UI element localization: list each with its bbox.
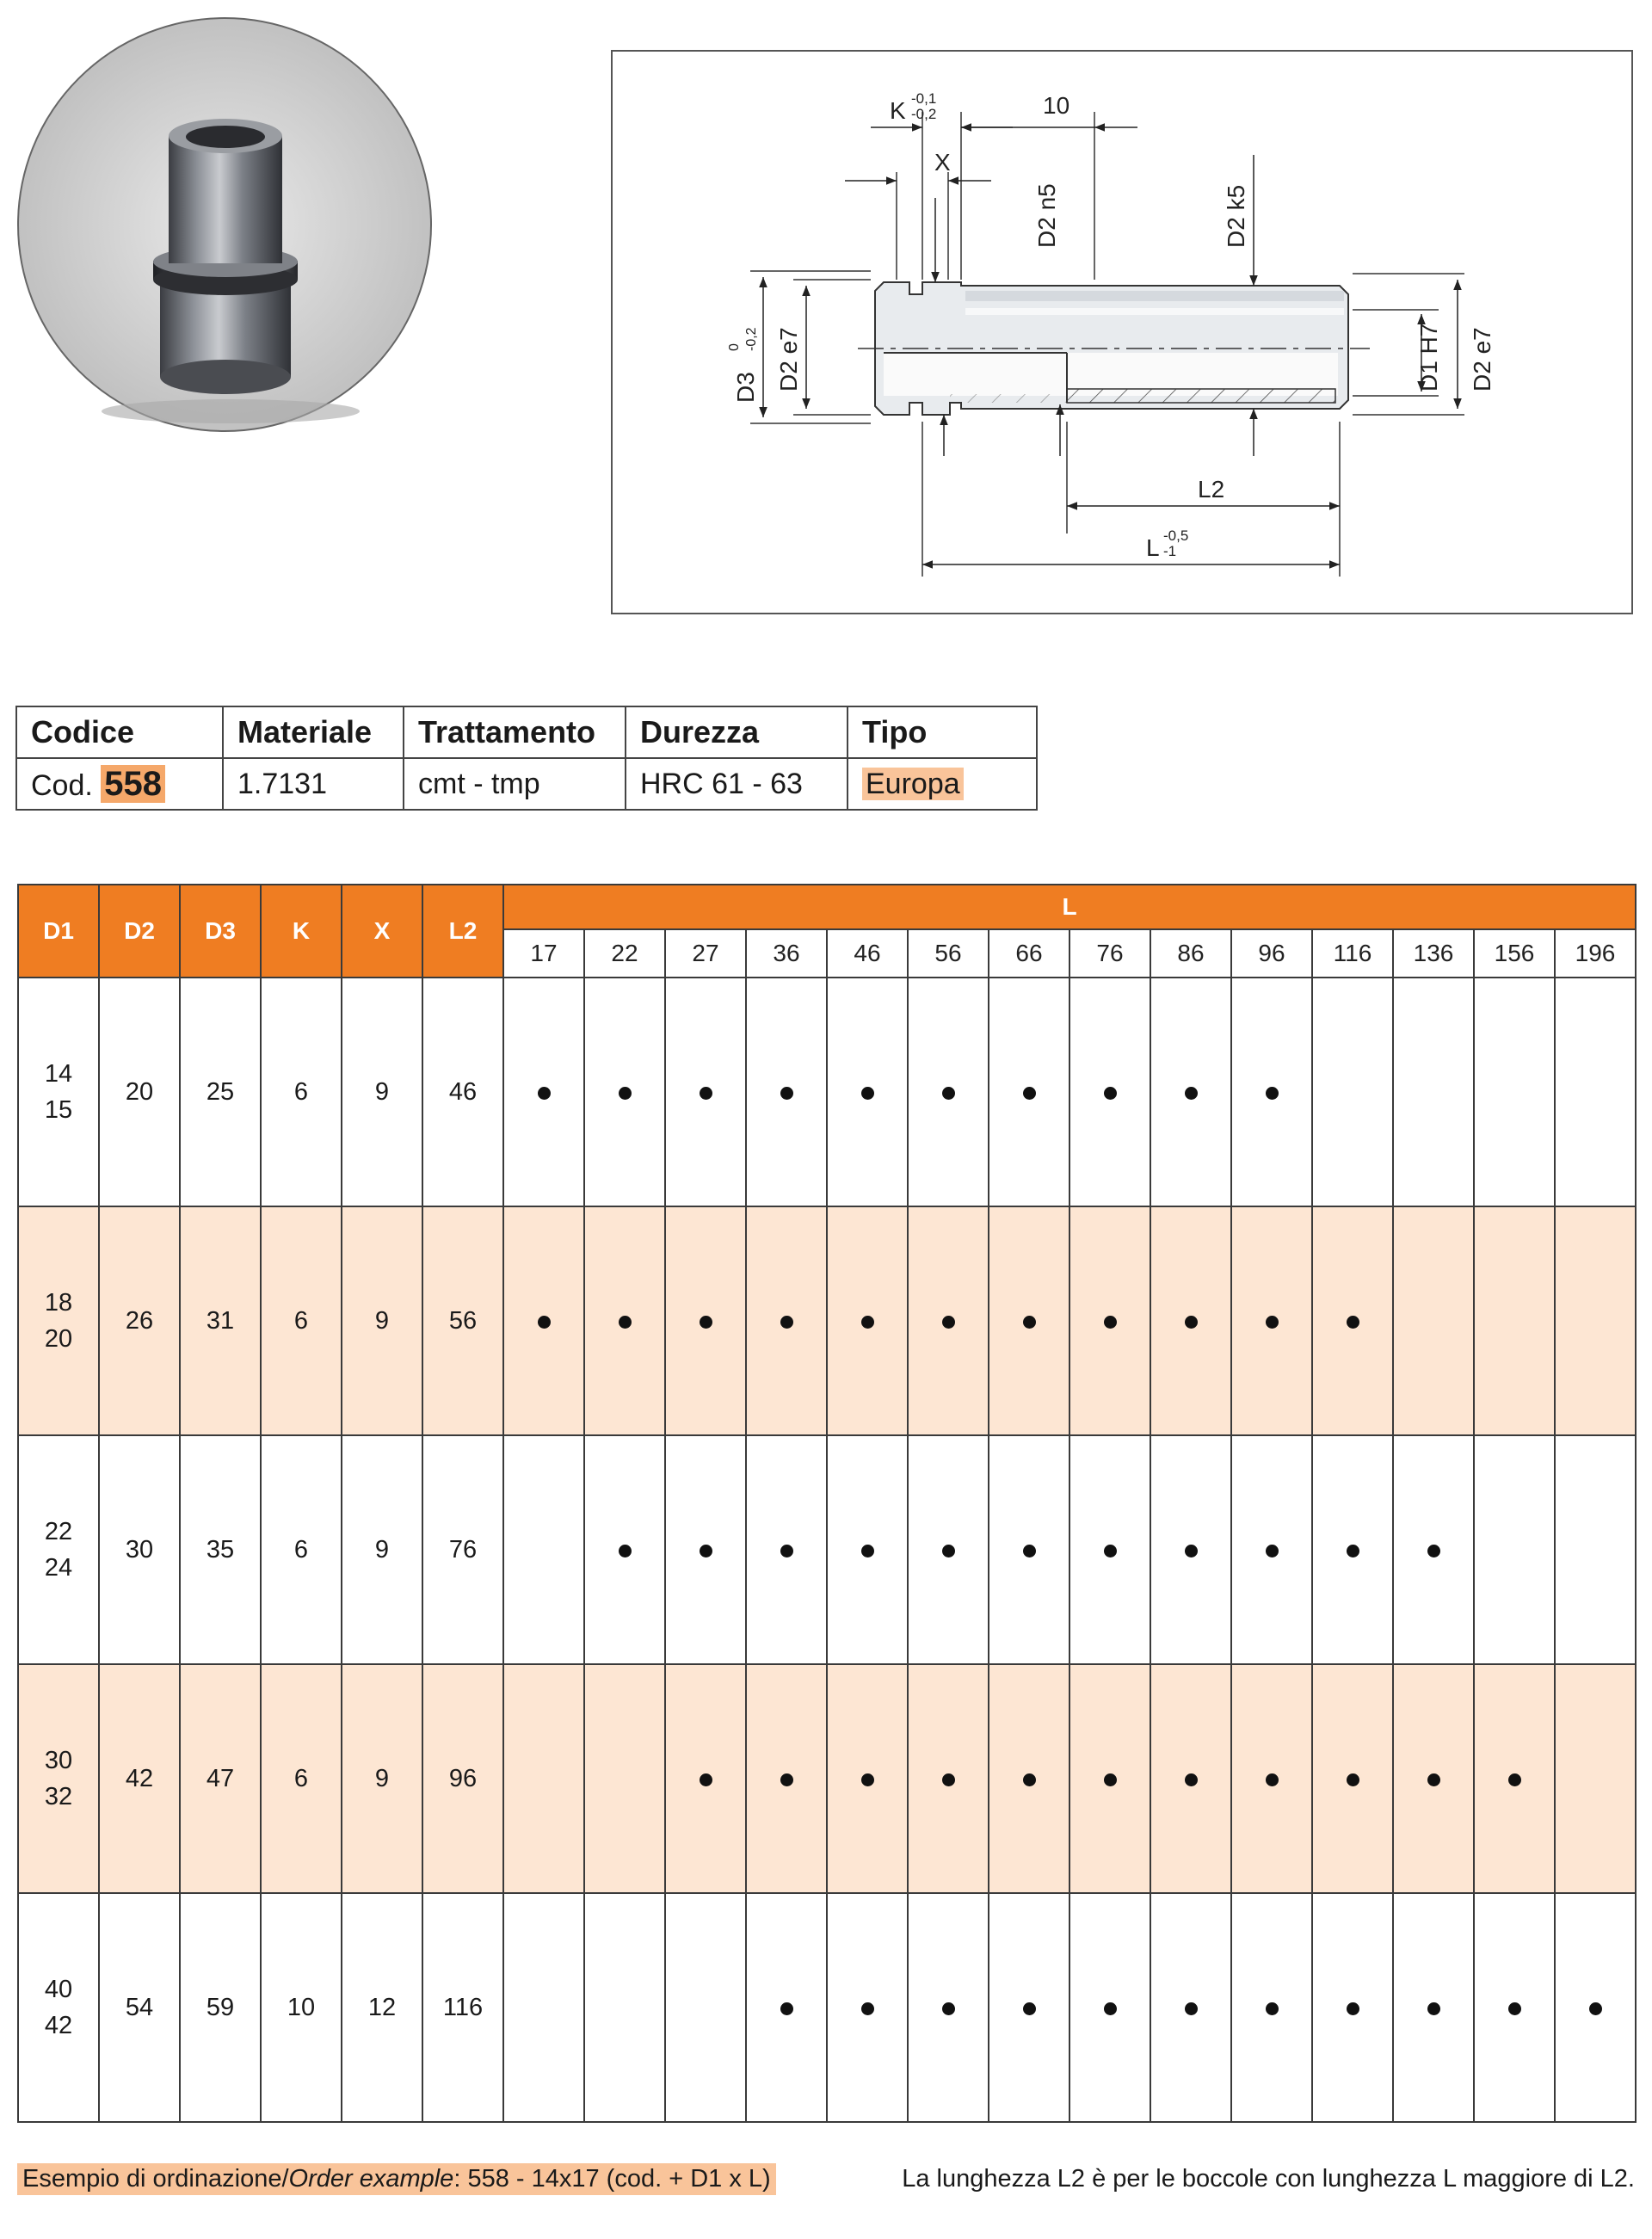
cell-d1-b: 24 — [44, 1554, 73, 1582]
cell-k: 6 — [261, 1664, 342, 1893]
cell-availability — [503, 1893, 584, 2122]
cell-d3: 59 — [180, 1893, 261, 2122]
cell-x: 9 — [342, 1206, 422, 1435]
cell-k: 6 — [261, 1206, 342, 1435]
available-dot-icon — [1508, 1773, 1521, 1786]
x-label: X — [934, 149, 951, 176]
available-dot-icon — [1023, 1087, 1036, 1100]
cell-availability — [1069, 1206, 1150, 1435]
cell-availability — [1312, 1893, 1393, 2122]
cell-availability — [908, 978, 989, 1206]
cell-availability — [1150, 1206, 1231, 1435]
cell-d3: 47 — [180, 1664, 261, 1893]
cell-availability — [746, 1435, 827, 1664]
cell-availability — [908, 1893, 989, 2122]
cell-d3: 25 — [180, 978, 261, 1206]
cell-d1-b: 15 — [44, 1096, 73, 1124]
available-dot-icon — [1104, 2002, 1117, 2015]
cell-availability — [1393, 1206, 1474, 1435]
cell-availability — [1069, 1664, 1150, 1893]
spec-materiale: 1.7131 — [223, 758, 404, 810]
l-value-header: 46 — [827, 929, 908, 978]
cell-availability — [1393, 978, 1474, 1206]
available-dot-icon — [619, 1087, 632, 1100]
available-dot-icon — [1104, 1773, 1117, 1786]
cell-availability — [827, 1206, 908, 1435]
col-header-d3: D3 — [180, 885, 261, 978]
d2k5-label: D2 k5 — [1223, 184, 1249, 248]
cell-availability — [503, 1206, 584, 1435]
code-value: 558 — [101, 765, 165, 803]
d2e7-left-label: D2 e7 — [775, 327, 802, 392]
cell-x: 12 — [342, 1893, 422, 2122]
footer — [17, 2163, 1635, 2203]
cell-availability — [827, 1435, 908, 1664]
dimension-table — [17, 884, 1637, 2123]
cell-d3: 35 — [180, 1435, 261, 1664]
cell-availability — [1555, 978, 1636, 1206]
order-rest: : 558 - 14x17 (cod. + D1 x L) — [453, 2165, 771, 2193]
table-row — [18, 978, 1636, 1206]
available-dot-icon — [1104, 1545, 1117, 1557]
d2n5-label: D2 n5 — [1033, 183, 1060, 248]
available-dot-icon — [1185, 1316, 1198, 1329]
table-row — [18, 1893, 1636, 2122]
l-tol-upper: -0,5 — [1163, 527, 1189, 544]
cell-d1-b: 32 — [44, 1783, 73, 1810]
d1h7-label: D1 H7 — [1415, 323, 1442, 392]
available-dot-icon — [1104, 1087, 1117, 1100]
cell-availability — [746, 1893, 827, 2122]
available-dot-icon — [1023, 1773, 1036, 1786]
spec-header-codice: Codice — [16, 706, 223, 758]
cell-d3: 31 — [180, 1206, 261, 1435]
cell-d2: 26 — [99, 1206, 180, 1435]
available-dot-icon — [1589, 2002, 1602, 2015]
col-header-d1: D1 — [18, 885, 99, 978]
spec-header-durezza: Durezza — [626, 706, 848, 758]
l-value-header: 76 — [1069, 929, 1150, 978]
cell-d2: 54 — [99, 1893, 180, 2122]
cell-availability — [989, 978, 1069, 1206]
available-dot-icon — [700, 1545, 712, 1557]
available-dot-icon — [780, 1545, 793, 1557]
cell-availability — [1150, 1664, 1231, 1893]
cell-d2: 30 — [99, 1435, 180, 1664]
cell-availability — [746, 1664, 827, 1893]
cell-d1-b: 42 — [44, 2012, 73, 2039]
l-value-header: 66 — [989, 929, 1069, 978]
cell-availability — [1555, 1893, 1636, 2122]
cell-availability — [989, 1435, 1069, 1664]
cell-availability — [827, 1893, 908, 2122]
cell-availability — [827, 978, 908, 1206]
cell-availability — [1312, 978, 1393, 1206]
cell-availability — [1474, 978, 1555, 1206]
col-header-d2: D2 — [99, 885, 180, 978]
available-dot-icon — [780, 1087, 793, 1100]
available-dot-icon — [1023, 1316, 1036, 1329]
available-dot-icon — [780, 2002, 793, 2015]
l-tol-lower: -1 — [1163, 543, 1177, 559]
cell-d1 — [18, 1893, 99, 2122]
available-dot-icon — [1266, 1087, 1279, 1100]
col-header-x: X — [342, 885, 422, 978]
available-dot-icon — [1347, 1773, 1359, 1786]
cell-d1-a: 22 — [44, 1518, 73, 1545]
available-dot-icon — [1347, 2002, 1359, 2015]
cell-d1 — [18, 1206, 99, 1435]
cell-availability — [584, 1893, 665, 2122]
d2e7-right-label: D2 e7 — [1469, 327, 1495, 392]
table-row — [18, 1664, 1636, 1893]
available-dot-icon — [1104, 1316, 1117, 1329]
available-dot-icon — [942, 2002, 955, 2015]
l-value-header: 96 — [1231, 929, 1312, 978]
cell-availability — [503, 1664, 584, 1893]
available-dot-icon — [1347, 1545, 1359, 1557]
dim-10: 10 — [1043, 92, 1070, 119]
available-dot-icon — [1185, 2002, 1198, 2015]
available-dot-icon — [1023, 2002, 1036, 2015]
l-value-header: 86 — [1150, 929, 1231, 978]
cell-x: 9 — [342, 978, 422, 1206]
cell-availability — [584, 1664, 665, 1893]
spec-header-tipo: Tipo — [848, 706, 1037, 758]
available-dot-icon — [1266, 1545, 1279, 1557]
product-photo — [15, 15, 434, 434]
k-tol-lower: -0,2 — [911, 106, 937, 122]
cell-availability — [665, 1664, 746, 1893]
spec-durezza: HRC 61 - 63 — [626, 758, 848, 810]
cell-availability — [1393, 1664, 1474, 1893]
available-dot-icon — [619, 1316, 632, 1329]
cell-availability — [1150, 978, 1231, 1206]
available-dot-icon — [1185, 1545, 1198, 1557]
cell-availability — [1474, 1206, 1555, 1435]
cell-availability — [1231, 1435, 1312, 1664]
cell-availability — [746, 978, 827, 1206]
cell-availability — [584, 1435, 665, 1664]
cell-d2: 42 — [99, 1664, 180, 1893]
cell-availability — [1474, 1893, 1555, 2122]
cell-availability — [1555, 1664, 1636, 1893]
available-dot-icon — [1508, 2002, 1521, 2015]
order-italic: Order example — [288, 2165, 454, 2193]
cell-availability — [989, 1664, 1069, 1893]
available-dot-icon — [942, 1773, 955, 1786]
available-dot-icon — [1185, 1773, 1198, 1786]
l-value-header: 136 — [1393, 929, 1474, 978]
cell-availability — [989, 1206, 1069, 1435]
spec-trattamento: cmt - tmp — [404, 758, 626, 810]
l-value-header: 17 — [503, 929, 584, 978]
l-value-header: 56 — [908, 929, 989, 978]
k-label: K — [890, 97, 906, 124]
cell-availability — [503, 1435, 584, 1664]
order-prefix: Esempio di ordinazione/ — [22, 2165, 289, 2193]
d3-tol-upper: 0 — [727, 343, 742, 351]
available-dot-icon — [861, 1773, 874, 1786]
available-dot-icon — [538, 1087, 551, 1100]
available-dot-icon — [538, 1316, 551, 1329]
l-label: L — [1146, 534, 1160, 561]
available-dot-icon — [861, 1087, 874, 1100]
cell-d1-a: 30 — [44, 1747, 73, 1774]
cell-availability — [908, 1206, 989, 1435]
available-dot-icon — [1185, 1087, 1198, 1100]
available-dot-icon — [1023, 1545, 1036, 1557]
available-dot-icon — [780, 1773, 793, 1786]
cell-availability — [827, 1664, 908, 1893]
cell-availability — [665, 978, 746, 1206]
available-dot-icon — [861, 1316, 874, 1329]
l-value-header: 27 — [665, 929, 746, 978]
spec-table — [15, 706, 1038, 811]
cell-l2: 116 — [422, 1893, 503, 2122]
spec-code-cell — [16, 758, 223, 810]
l2-label: L2 — [1198, 476, 1225, 503]
cell-k: 6 — [261, 978, 342, 1206]
available-dot-icon — [1427, 1545, 1440, 1557]
cell-x: 9 — [342, 1435, 422, 1664]
spec-header-trattamento: Trattamento — [404, 706, 626, 758]
available-dot-icon — [942, 1545, 955, 1557]
cell-availability — [1231, 978, 1312, 1206]
col-header-l: L — [503, 885, 1636, 929]
cell-availability — [908, 1664, 989, 1893]
table-row — [18, 1435, 1636, 1664]
available-dot-icon — [619, 1545, 632, 1557]
available-dot-icon — [1266, 1316, 1279, 1329]
available-dot-icon — [1427, 2002, 1440, 2015]
l-value-header: 196 — [1555, 929, 1636, 978]
col-header-k: K — [261, 885, 342, 978]
cell-l2: 56 — [422, 1206, 503, 1435]
available-dot-icon — [1266, 1773, 1279, 1786]
cell-availability — [584, 978, 665, 1206]
cell-d1-a: 14 — [44, 1060, 73, 1088]
l2-note: La lunghezza L2 è per le boccole con lunghezza L maggiore di L2. — [902, 2165, 1635, 2193]
cell-k: 10 — [261, 1893, 342, 2122]
available-dot-icon — [700, 1087, 712, 1100]
l-value-header: 36 — [746, 929, 827, 978]
cell-l2: 76 — [422, 1435, 503, 1664]
cell-availability — [1312, 1206, 1393, 1435]
cell-availability — [1393, 1893, 1474, 2122]
l-value-header: 156 — [1474, 929, 1555, 978]
cell-d1-a: 40 — [44, 1976, 73, 2003]
available-dot-icon — [1427, 1773, 1440, 1786]
order-example — [17, 2163, 776, 2195]
cell-availability — [1312, 1435, 1393, 1664]
cell-k: 6 — [261, 1435, 342, 1664]
cell-availability — [1474, 1435, 1555, 1664]
table-row — [18, 1206, 1636, 1435]
spec-tipo: Europa — [862, 768, 964, 800]
cell-d2: 20 — [99, 978, 180, 1206]
cell-availability — [1150, 1893, 1231, 2122]
cell-d1-b: 20 — [44, 1325, 73, 1353]
cell-l2: 46 — [422, 978, 503, 1206]
cell-availability — [746, 1206, 827, 1435]
cell-availability — [584, 1206, 665, 1435]
d3-tol-lower: -0,2 — [744, 327, 759, 351]
cell-availability — [1231, 1893, 1312, 2122]
cell-availability — [1312, 1664, 1393, 1893]
available-dot-icon — [1347, 1316, 1359, 1329]
cell-availability — [1231, 1206, 1312, 1435]
cell-availability — [665, 1435, 746, 1664]
cell-availability — [1393, 1435, 1474, 1664]
l-value-header: 116 — [1312, 929, 1393, 978]
cell-x: 9 — [342, 1664, 422, 1893]
available-dot-icon — [1266, 2002, 1279, 2015]
cell-availability — [1555, 1206, 1636, 1435]
code-prefix: Cod. — [31, 768, 93, 802]
available-dot-icon — [861, 1545, 874, 1557]
cell-availability — [503, 978, 584, 1206]
l-value-header: 22 — [584, 929, 665, 978]
cell-availability — [908, 1435, 989, 1664]
cell-availability — [665, 1206, 746, 1435]
cell-availability — [1150, 1435, 1231, 1664]
cell-l2: 96 — [422, 1664, 503, 1893]
cell-availability — [1555, 1435, 1636, 1664]
available-dot-icon — [942, 1087, 955, 1100]
cell-availability — [989, 1893, 1069, 2122]
cell-availability — [665, 1893, 746, 2122]
cell-availability — [1069, 978, 1150, 1206]
cell-d1 — [18, 1664, 99, 1893]
technical-drawing — [611, 50, 1633, 614]
cell-d1-a: 18 — [44, 1289, 73, 1317]
cell-d1 — [18, 978, 99, 1206]
cell-availability — [1069, 1893, 1150, 2122]
spec-tipo-cell — [848, 758, 1037, 810]
cell-availability — [1231, 1664, 1312, 1893]
available-dot-icon — [780, 1316, 793, 1329]
available-dot-icon — [700, 1773, 712, 1786]
available-dot-icon — [942, 1316, 955, 1329]
spec-header-materiale: Materiale — [223, 706, 404, 758]
col-header-l2: L2 — [422, 885, 503, 978]
available-dot-icon — [861, 2002, 874, 2015]
d3-label: D3 — [732, 372, 759, 403]
cell-d1 — [18, 1435, 99, 1664]
cell-availability — [1474, 1664, 1555, 1893]
cell-availability — [1069, 1435, 1150, 1664]
k-tol-upper: -0,1 — [911, 90, 937, 107]
available-dot-icon — [700, 1316, 712, 1329]
